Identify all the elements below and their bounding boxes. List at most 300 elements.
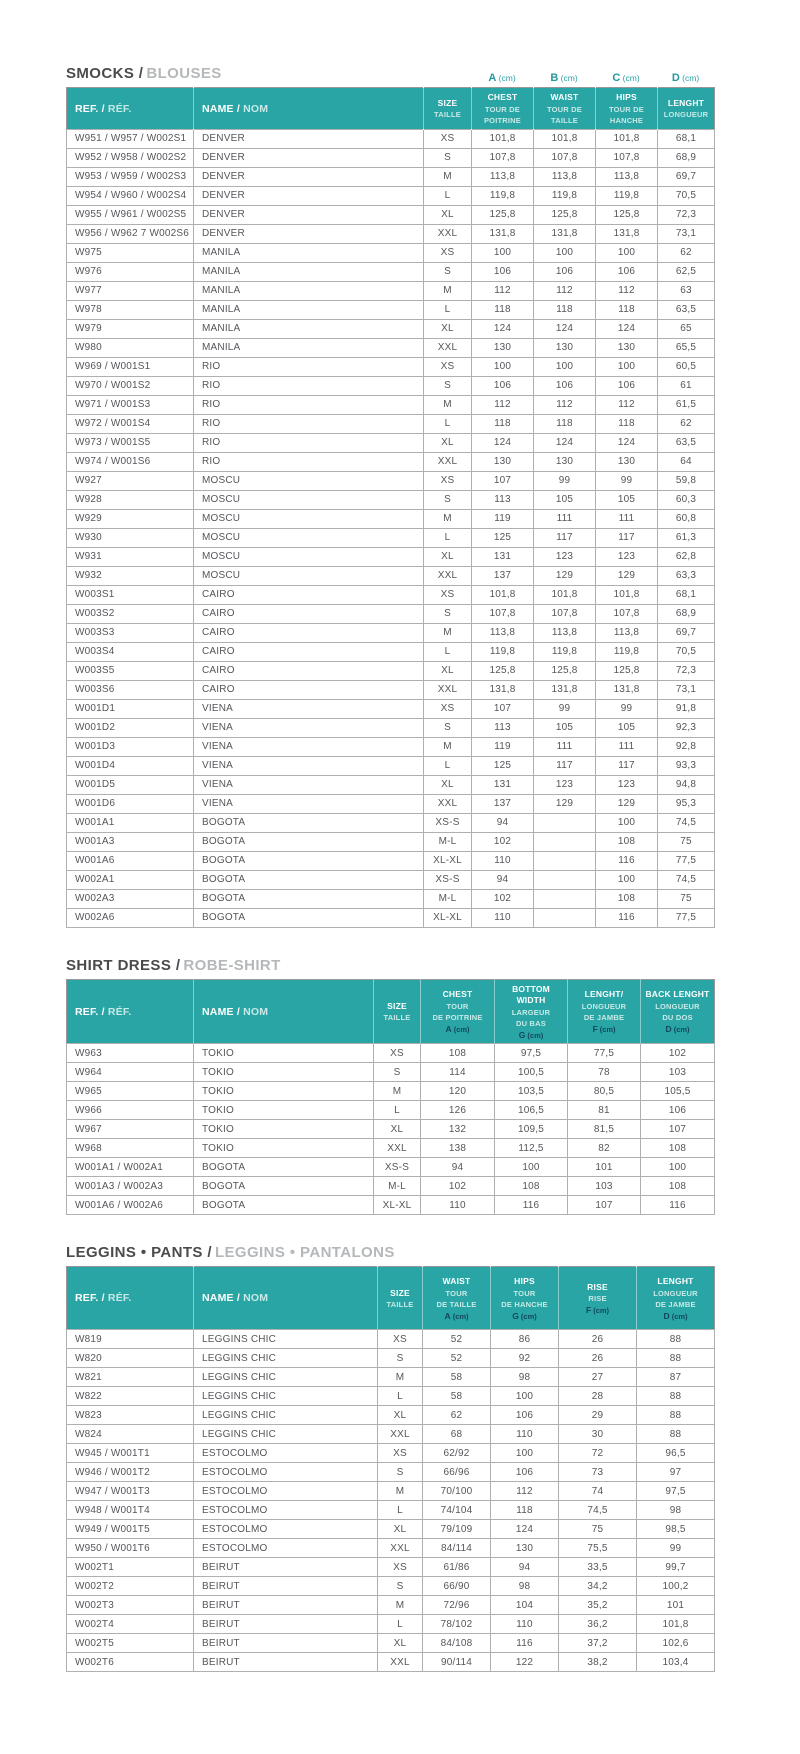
cell: 112 bbox=[534, 395, 596, 414]
cell: 52 bbox=[423, 1349, 491, 1368]
cell: 74/104 bbox=[423, 1501, 491, 1520]
cell: W964 bbox=[67, 1063, 194, 1082]
section-title bbox=[66, 1243, 714, 1263]
cell: XL bbox=[424, 319, 472, 338]
cell: 28 bbox=[559, 1387, 637, 1406]
cell: 94 bbox=[491, 1558, 559, 1577]
header-cell: BACK LENGHT LONGUEUR DU DOS D (cm) bbox=[641, 979, 715, 1044]
cell bbox=[534, 813, 596, 832]
table-row bbox=[67, 604, 715, 623]
table-row bbox=[67, 1387, 715, 1406]
cell: W978 bbox=[67, 300, 194, 319]
cell: W973 / W001S5 bbox=[67, 433, 194, 452]
cell: W820 bbox=[67, 1349, 194, 1368]
cell: 96,5 bbox=[637, 1444, 715, 1463]
cell: 64 bbox=[658, 452, 715, 471]
cell: W947 / W001T3 bbox=[67, 1482, 194, 1501]
cell: W966 bbox=[67, 1101, 194, 1120]
cell: 130 bbox=[596, 452, 658, 471]
cell: L bbox=[424, 642, 472, 661]
table-row bbox=[67, 661, 715, 680]
cell: W965 bbox=[67, 1082, 194, 1101]
cell: 101,8 bbox=[472, 585, 534, 604]
cell: 91,8 bbox=[658, 699, 715, 718]
cell: 75 bbox=[658, 889, 715, 908]
cell: W001A3 bbox=[67, 832, 194, 851]
cell: 88 bbox=[637, 1387, 715, 1406]
table-row bbox=[67, 547, 715, 566]
table-row bbox=[67, 1634, 715, 1653]
table-row bbox=[67, 262, 715, 281]
cell: 119,8 bbox=[534, 186, 596, 205]
cell bbox=[534, 832, 596, 851]
cell: 70/100 bbox=[423, 1482, 491, 1501]
cell: W930 bbox=[67, 528, 194, 547]
cell: S bbox=[424, 262, 472, 281]
cell: 106 bbox=[596, 262, 658, 281]
cell: W968 bbox=[67, 1139, 194, 1158]
cell: 116 bbox=[491, 1634, 559, 1653]
cell: W001D5 bbox=[67, 775, 194, 794]
section-leggins-pants bbox=[66, 1243, 714, 1672]
table-row bbox=[67, 1177, 715, 1196]
table-row bbox=[67, 623, 715, 642]
table-row bbox=[67, 490, 715, 509]
cell: W931 bbox=[67, 547, 194, 566]
cell: 73 bbox=[559, 1463, 637, 1482]
cell: 131 bbox=[472, 775, 534, 794]
table-row bbox=[67, 1425, 715, 1444]
cell: L bbox=[378, 1615, 423, 1634]
cell: RIO bbox=[194, 433, 424, 452]
cell: 131,8 bbox=[534, 680, 596, 699]
cell: 92,3 bbox=[658, 718, 715, 737]
cell: 99,7 bbox=[637, 1558, 715, 1577]
cell: 113,8 bbox=[472, 167, 534, 186]
cell: 62 bbox=[423, 1406, 491, 1425]
cell: 110 bbox=[472, 908, 534, 927]
cell: 73,1 bbox=[658, 224, 715, 243]
header-cell: REF. / RÉF. bbox=[67, 979, 194, 1044]
cell: 123 bbox=[596, 775, 658, 794]
cell: BOGOTA bbox=[194, 870, 424, 889]
cell: 65 bbox=[658, 319, 715, 338]
cell: 107 bbox=[472, 699, 534, 718]
cell: XL bbox=[424, 547, 472, 566]
cell: XL bbox=[424, 205, 472, 224]
header-cell: HIPS TOUR DE HANCHE G (cm) bbox=[491, 1267, 559, 1330]
cell: 123 bbox=[596, 547, 658, 566]
cell: ESTOCOLMO bbox=[194, 1463, 378, 1482]
cell: L bbox=[424, 528, 472, 547]
column-letter: A (cm) bbox=[488, 72, 516, 84]
cell: 124 bbox=[491, 1520, 559, 1539]
cell: XL bbox=[424, 433, 472, 452]
cell: 82 bbox=[568, 1139, 641, 1158]
cell: M bbox=[424, 167, 472, 186]
cell: 113 bbox=[472, 490, 534, 509]
cell: 107 bbox=[641, 1120, 715, 1139]
cell: 124 bbox=[534, 319, 596, 338]
table-row bbox=[67, 1444, 715, 1463]
cell: 26 bbox=[559, 1349, 637, 1368]
cell: 100 bbox=[596, 357, 658, 376]
cell: 99 bbox=[534, 699, 596, 718]
cell: M bbox=[424, 281, 472, 300]
cell: RIO bbox=[194, 395, 424, 414]
cell: M bbox=[424, 509, 472, 528]
cell: 111 bbox=[534, 509, 596, 528]
cell: 68,9 bbox=[658, 604, 715, 623]
cell: W955 / W961 / W002S5 bbox=[67, 205, 194, 224]
cell: VIENA bbox=[194, 737, 424, 756]
table-row bbox=[67, 1577, 715, 1596]
cell: 34,2 bbox=[559, 1577, 637, 1596]
cell: 110 bbox=[491, 1615, 559, 1634]
cell: W975 bbox=[67, 243, 194, 262]
cell: VIENA bbox=[194, 699, 424, 718]
cell: XXL bbox=[424, 680, 472, 699]
cell: XXL bbox=[378, 1539, 423, 1558]
cell: ESTOCOLMO bbox=[194, 1482, 378, 1501]
cell: 130 bbox=[472, 338, 534, 357]
cell: 94 bbox=[421, 1158, 495, 1177]
cell: 100,5 bbox=[495, 1063, 568, 1082]
column-letter: D (cm) bbox=[671, 72, 700, 84]
cell: XS bbox=[374, 1044, 421, 1063]
cell: L bbox=[378, 1387, 423, 1406]
cell: 125 bbox=[472, 528, 534, 547]
table-row bbox=[67, 319, 715, 338]
cell: 106 bbox=[596, 376, 658, 395]
cell: TOKIO bbox=[194, 1120, 374, 1139]
cell: W932 bbox=[67, 566, 194, 585]
cell: 75,5 bbox=[559, 1539, 637, 1558]
cell: 124 bbox=[472, 433, 534, 452]
cell: 100 bbox=[596, 813, 658, 832]
cell: 93,3 bbox=[658, 756, 715, 775]
cell: 63,5 bbox=[658, 300, 715, 319]
cell: 103,5 bbox=[495, 1082, 568, 1101]
table-row bbox=[67, 775, 715, 794]
cell: S bbox=[424, 604, 472, 623]
cell: 61/86 bbox=[423, 1558, 491, 1577]
table-row bbox=[67, 832, 715, 851]
table-row bbox=[67, 737, 715, 756]
cell: 81 bbox=[568, 1101, 641, 1120]
table-row bbox=[67, 1101, 715, 1120]
cell: W822 bbox=[67, 1387, 194, 1406]
cell: XS-S bbox=[424, 813, 472, 832]
table-row bbox=[67, 585, 715, 604]
cell: W979 bbox=[67, 319, 194, 338]
column-letter: B (cm) bbox=[550, 72, 578, 84]
section-title-fr: ROBE-SHIRT bbox=[183, 956, 281, 974]
table-row bbox=[67, 1653, 715, 1672]
cell: 88 bbox=[637, 1406, 715, 1425]
cell: 119,8 bbox=[596, 186, 658, 205]
cell: 106 bbox=[491, 1406, 559, 1425]
cell: XL bbox=[424, 661, 472, 680]
table-row bbox=[67, 1406, 715, 1425]
cell: XS-S bbox=[374, 1158, 421, 1177]
header-cell: RISE RISE F (cm) bbox=[559, 1267, 637, 1330]
cell: W001A6 / W002A6 bbox=[67, 1196, 194, 1215]
cell: XL bbox=[374, 1120, 421, 1139]
cell: 113,8 bbox=[472, 623, 534, 642]
cell: S bbox=[374, 1063, 421, 1082]
cell: 61,5 bbox=[658, 395, 715, 414]
cell: CAIRO bbox=[194, 623, 424, 642]
cell: 74,5 bbox=[658, 870, 715, 889]
table-row bbox=[67, 528, 715, 547]
header-cell: CHEST TOUR DE POITRINE bbox=[472, 88, 534, 130]
table-row bbox=[67, 1120, 715, 1139]
cell: 63 bbox=[658, 281, 715, 300]
cell: 97,5 bbox=[637, 1482, 715, 1501]
cell: 137 bbox=[472, 794, 534, 813]
cell: BOGOTA bbox=[194, 1158, 374, 1177]
cell: VIENA bbox=[194, 775, 424, 794]
cell: 129 bbox=[596, 794, 658, 813]
table-row bbox=[67, 889, 715, 908]
table-row bbox=[67, 1082, 715, 1101]
section-smocks bbox=[66, 64, 714, 928]
cell: 107,8 bbox=[596, 604, 658, 623]
cell: ESTOCOLMO bbox=[194, 1444, 378, 1463]
table-row bbox=[67, 813, 715, 832]
cell: W001D2 bbox=[67, 718, 194, 737]
table-row bbox=[67, 1139, 715, 1158]
cell: 106 bbox=[534, 376, 596, 395]
cell bbox=[534, 851, 596, 870]
header-cell: WAIST TOUR DE TAILLE A (cm) bbox=[423, 1267, 491, 1330]
header-cell: SIZE TAILLE bbox=[424, 88, 472, 130]
cell: W002A1 bbox=[67, 870, 194, 889]
table-row bbox=[67, 1520, 715, 1539]
cell: 124 bbox=[534, 433, 596, 452]
cell: LEGGINS CHIC bbox=[194, 1425, 378, 1444]
size-table-leggins-pants bbox=[66, 1266, 715, 1672]
header-cell: LENGHT LONGUEUR bbox=[658, 88, 715, 130]
cell: XS bbox=[424, 357, 472, 376]
cell: 102 bbox=[472, 832, 534, 851]
cell: 62,8 bbox=[658, 547, 715, 566]
cell: 87 bbox=[637, 1368, 715, 1387]
cell: 112 bbox=[596, 395, 658, 414]
column-letters-row bbox=[471, 71, 714, 84]
cell: 72,3 bbox=[658, 661, 715, 680]
cell: 99 bbox=[534, 471, 596, 490]
cell: 107,8 bbox=[472, 148, 534, 167]
cell: W001D4 bbox=[67, 756, 194, 775]
cell: BOGOTA bbox=[194, 1177, 374, 1196]
cell: 108 bbox=[641, 1177, 715, 1196]
cell: W003S4 bbox=[67, 642, 194, 661]
cell: 78 bbox=[568, 1063, 641, 1082]
cell: 94,8 bbox=[658, 775, 715, 794]
cell: 61 bbox=[658, 376, 715, 395]
cell: W948 / W001T4 bbox=[67, 1501, 194, 1520]
cell: 118 bbox=[534, 414, 596, 433]
cell: W002T4 bbox=[67, 1615, 194, 1634]
table-row bbox=[67, 1539, 715, 1558]
cell: M-L bbox=[424, 832, 472, 851]
cell: 130 bbox=[596, 338, 658, 357]
cell: 106 bbox=[534, 262, 596, 281]
cell: W821 bbox=[67, 1368, 194, 1387]
cell: 68,1 bbox=[658, 585, 715, 604]
cell: 78/102 bbox=[423, 1615, 491, 1634]
cell: W977 bbox=[67, 281, 194, 300]
cell: 124 bbox=[596, 319, 658, 338]
cell: 123 bbox=[534, 775, 596, 794]
cell: 116 bbox=[596, 908, 658, 927]
cell: XXL bbox=[378, 1425, 423, 1444]
cell: 98 bbox=[637, 1501, 715, 1520]
cell: 112 bbox=[472, 395, 534, 414]
cell: ESTOCOLMO bbox=[194, 1520, 378, 1539]
cell: 62,5 bbox=[658, 262, 715, 281]
cell: MANILA bbox=[194, 262, 424, 281]
cell: 130 bbox=[472, 452, 534, 471]
cell: 88 bbox=[637, 1425, 715, 1444]
cell: M bbox=[424, 737, 472, 756]
cell: 114 bbox=[421, 1063, 495, 1082]
cell: 111 bbox=[596, 509, 658, 528]
cell: 100 bbox=[472, 357, 534, 376]
cell: 60,3 bbox=[658, 490, 715, 509]
cell: 101,8 bbox=[637, 1615, 715, 1634]
cell: DENVER bbox=[194, 129, 424, 148]
cell: XS bbox=[378, 1330, 423, 1349]
cell: 68,9 bbox=[658, 148, 715, 167]
cell: 99 bbox=[596, 699, 658, 718]
cell: 63,5 bbox=[658, 433, 715, 452]
cell: 100,2 bbox=[637, 1577, 715, 1596]
cell: 101,8 bbox=[596, 585, 658, 604]
cell: XL-XL bbox=[424, 851, 472, 870]
cell: 112 bbox=[491, 1482, 559, 1501]
cell: 81,5 bbox=[568, 1120, 641, 1139]
cell: LEGGINS CHIC bbox=[194, 1368, 378, 1387]
table-row bbox=[67, 452, 715, 471]
cell: 77,5 bbox=[658, 851, 715, 870]
cell: XXL bbox=[374, 1139, 421, 1158]
cell: 60,5 bbox=[658, 357, 715, 376]
cell: W003S3 bbox=[67, 623, 194, 642]
cell: 105,5 bbox=[641, 1082, 715, 1101]
cell: W003S2 bbox=[67, 604, 194, 623]
cell: TOKIO bbox=[194, 1063, 374, 1082]
cell: BOGOTA bbox=[194, 889, 424, 908]
cell: M-L bbox=[374, 1177, 421, 1196]
table-row bbox=[67, 186, 715, 205]
header-cell: LENGHT LONGUEUR DE JAMBE D (cm) bbox=[637, 1267, 715, 1330]
cell: MOSCU bbox=[194, 528, 424, 547]
cell: 77,5 bbox=[658, 908, 715, 927]
section-shirt-dress-header bbox=[66, 956, 714, 978]
cell: 118 bbox=[472, 414, 534, 433]
cell: W001A1 / W002A1 bbox=[67, 1158, 194, 1177]
cell: 36,2 bbox=[559, 1615, 637, 1634]
table-row bbox=[67, 1482, 715, 1501]
cell: DENVER bbox=[194, 186, 424, 205]
cell: BOGOTA bbox=[194, 908, 424, 927]
cell: RIO bbox=[194, 452, 424, 471]
cell: CAIRO bbox=[194, 604, 424, 623]
table-row bbox=[67, 1044, 715, 1063]
cell: W972 / W001S4 bbox=[67, 414, 194, 433]
cell: 70,5 bbox=[658, 642, 715, 661]
cell: W002T6 bbox=[67, 1653, 194, 1672]
cell: XL-XL bbox=[374, 1196, 421, 1215]
cell: 84/114 bbox=[423, 1539, 491, 1558]
cell: 112 bbox=[534, 281, 596, 300]
cell: 107,8 bbox=[472, 604, 534, 623]
cell: 35,2 bbox=[559, 1596, 637, 1615]
cell: TOKIO bbox=[194, 1101, 374, 1120]
table-row bbox=[67, 357, 715, 376]
cell: 75 bbox=[559, 1520, 637, 1539]
cell: 112 bbox=[596, 281, 658, 300]
cell: 119,8 bbox=[596, 642, 658, 661]
table-row bbox=[67, 1368, 715, 1387]
cell: 72 bbox=[559, 1444, 637, 1463]
cell: W928 bbox=[67, 490, 194, 509]
cell: 60,8 bbox=[658, 509, 715, 528]
cell: 100 bbox=[495, 1158, 568, 1177]
cell: BOGOTA bbox=[194, 851, 424, 870]
header-cell: NAME / NOM bbox=[194, 88, 424, 130]
cell: 110 bbox=[472, 851, 534, 870]
cell: 109,5 bbox=[495, 1120, 568, 1139]
cell: 99 bbox=[596, 471, 658, 490]
header-cell: REF. / RÉF. bbox=[67, 1267, 194, 1330]
cell: 122 bbox=[491, 1653, 559, 1672]
cell: S bbox=[424, 490, 472, 509]
cell: 107,8 bbox=[534, 148, 596, 167]
cell: 123 bbox=[534, 547, 596, 566]
cell: ESTOCOLMO bbox=[194, 1501, 378, 1520]
table-row bbox=[67, 509, 715, 528]
table-row bbox=[67, 224, 715, 243]
cell: LEGGINS CHIC bbox=[194, 1330, 378, 1349]
table-row bbox=[67, 1330, 715, 1349]
cell: 102 bbox=[641, 1044, 715, 1063]
cell: 33,5 bbox=[559, 1558, 637, 1577]
table-row bbox=[67, 167, 715, 186]
header-cell: SIZE TAILLE bbox=[378, 1267, 423, 1330]
cell: 100 bbox=[596, 870, 658, 889]
cell: S bbox=[378, 1349, 423, 1368]
cell: 102 bbox=[472, 889, 534, 908]
cell: 80,5 bbox=[568, 1082, 641, 1101]
cell: XXL bbox=[424, 224, 472, 243]
cell: 113,8 bbox=[596, 623, 658, 642]
cell: 119,8 bbox=[534, 642, 596, 661]
cell: W945 / W001T1 bbox=[67, 1444, 194, 1463]
cell: 103 bbox=[568, 1177, 641, 1196]
cell: 106,5 bbox=[495, 1101, 568, 1120]
cell: 113,8 bbox=[534, 623, 596, 642]
cell: 75 bbox=[658, 832, 715, 851]
cell: W001A6 bbox=[67, 851, 194, 870]
table-row bbox=[67, 680, 715, 699]
cell: TOKIO bbox=[194, 1082, 374, 1101]
cell: MANILA bbox=[194, 338, 424, 357]
cell: RIO bbox=[194, 357, 424, 376]
